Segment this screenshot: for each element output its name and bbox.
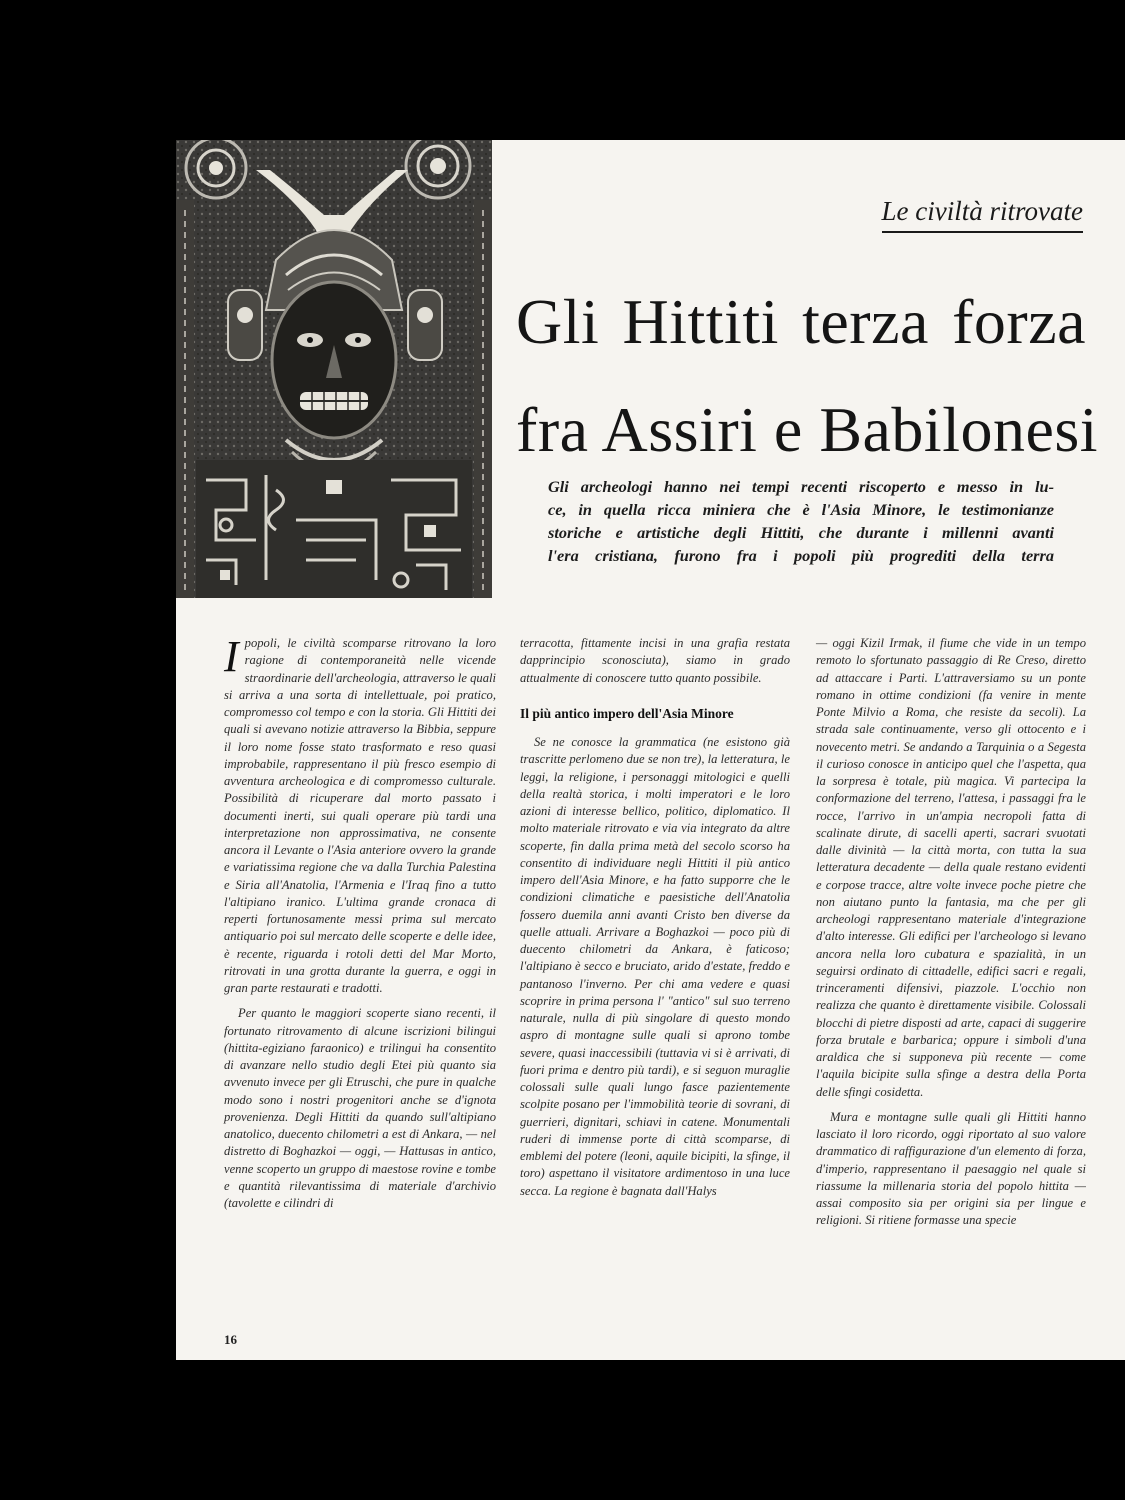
- headline-line-1: Gli Hittiti terza forza: [516, 286, 1086, 357]
- hittite-relief-photo: [176, 140, 492, 598]
- article-column-1: [224, 632, 496, 1220]
- magazine-page: [176, 140, 1125, 1360]
- section-label: Le civiltà ritrovate: [882, 196, 1083, 233]
- lead-line-2: ce, in quella ricca miniera che è l'Asia Minore, le testimonianze: [548, 500, 1054, 519]
- column3-paragraph-1: — oggi Kizil Irmak, il fiume che vide in un tempo remoto lo sfortunato passaggio di Re Creso, diretto ad attaccare i Parti. L'attraversiamo su un ponte romano in ottime condizioni (fa venire in mente Ponte Milvio a Roma, che resiste da secoli). La strada sale continuamente, verso gli ottocento e i novecento metri. Se andando a Tarquinia o a Segesta il curioso conosce in anticipo quel che l'aspetta, qua la sorpresa è totale, più magica. Vi partecipa la conformazione del terreno, l'attesa, i passaggi fra le rocce, l'arrivo in un'ampia necropoli fatta di scalinate dirute, di sacelli aperti, sacrari svuotati dalle divinità — la città morta, con tutta la sua letteratura decadente — della quale restano evidenti e corpose tracce, altre volte invece poche pietre che non aiutano punto la fantasia, ma che per gli archeologi rappresentano materiale d'integrazione d'alto interesse. Gli edifici per l'archeologo si levano ancora nella loro cubatura e spazialità, in un seguirsi ordinato di cittadelle, edifici sacri e regali, trinceramenti difensivi, piazzole. L'occhio non realizza che quanto è direttamente visibile. Colossali blocchi di pietre disposti ad arte, capaci di suggerire forza brutale e barbarica; oppure i simboli d'una araldica che si supponeva più recente — come l'aquila bicipite sulla sfinge a destra della Porta delle sfingi cosidetta.: [816, 636, 1086, 1099]
- column1-paragraph-1: [224, 632, 496, 997]
- page-number: 16: [224, 1332, 237, 1347]
- column2-paragraph-1: terracotta, fittamente incisi in una grafia restata dapprincipio sconosciuta), siamo in grado attualmente di conoscere tutto quanto possibile.: [520, 636, 790, 685]
- headline: [516, 268, 1099, 484]
- article-subheading: Il più antico impero dell'Asia Minore: [520, 705, 734, 721]
- relief-image-icon: [176, 140, 492, 598]
- drop-cap: I: [224, 632, 239, 681]
- lead-line-1: Gli archeologi hanno nei tempi recenti riscoperto e messo in lu-: [548, 477, 1054, 496]
- article-column-3: [816, 635, 1086, 1238]
- lead-line-4: l'era cristiana, furono fra i popoli più progrediti della terra: [548, 546, 1054, 565]
- column3-paragraph-2: Mura e montagne sulle quali gli Hittiti hanno lasciato il loro ricordo, oggi riportato al suo valore drammatico di raffigurazione d'un elemento di forza, d'imperio, rappresentano il paesaggio nel quale si riassume la millenaria storia del popolo hittita — assai composito sia per origini sia per lingue e religioni. Si ritiene formasse una specie: [816, 1109, 1086, 1228]
- column1-paragraph-2: Per quanto le maggiori scoperte siano recenti, il fortunato ritrovamento di alcune iscrizioni bilingui (hittita-egiziano faraonico) e trilingui ha consentito di avanzare nello studio degli Etei più quanto sia avvenuto invece per gli Etruschi, che pure in qualche modo sono i nostri progenitori anche se d'ignota provenienza. Degli Hittiti da quando sull'altipiano anatolico, duecento chilometri a est di Ankara, — nel distretto di Boghazkoi — oggi, — Hattusas in antico, venne scoperto un gruppo di maestose rovine e tombe e quantità rilevantissima di materiale d'archivio (tavolette e cilindri di: [224, 1006, 496, 1210]
- column1-paragraph-1-text: popoli, le civiltà scomparse ritrovano la loro ragione di contemporaneità nelle vicende straordinarie dell'archeologia, attraverso le quali si arriva a una sorta di intellettuale, poi pratico, compromesso col tempo e con la storia. Gli Hittiti dei quali si avevano notizie attraverso la Bibbia, seppure il loro nome fosse stato trasformato e reso quasi improbabile, rappresentano il più fresco esempio di avventura archeologica e di compromesso culturale. Possibilità di ricuperare dal morto passato i documenti inerti, sui quali operare più tardi una interpretazione non approssimativa, ne consente ancora il Levante o l'Asia anteriore ovvero la grande e variatissima regione che va dalla Turchia Palestina e Siria all'Anatolia, l'Armenia e l'Iraq fino a tutto l'altipiano iranico. L'ultima grande cronaca di reperti fortunosamente messi prima sul mercato antiquario poi sul mercato delle scoperte e delle idee, è recente, riguarda i rotoli detti del Mar Morto, ritrovati in una grotta durante la guerra, e oggi in gran parte restaurati e tradotti.: [224, 636, 496, 995]
- column2-paragraph-2: Se ne conosce la grammatica (ne esistono già trascritte perlomeno due se non tre), la letteratura, le leggi, la religione, i personaggi mitologici e quelli della realtà storica, i molti imperatori e le loro azioni di interesse bellico, politico, diplomatico. Il molto materiale ritrovato e via via integrato da altre scoperte, fin dalla prima metà del secolo scorso ha consentito di individuare negli Hittiti il più antico impero dell'Asia Minore, e ha fatto supporre che le condizioni climatiche e paesistiche dell'Anatolia fossero duemila anni avanti Cristo ben diverse da quelle attuali. Arrivare a Boghazkoi — poco più di duecento chilometri da Ankara, è faticoso; l'altipiano è secco e bruciato, arido d'estate, freddo e pantanoso l'inverno. Per chi ama vedere e quasi scoprire in prima persona l' "antico" sul suo terreno naturale, nulla di più singolare di questo mondo aspro di montagne sulle quali si aprono tombe severe, quasi inaccessibili (tuttavia vi si è arrivati, di fuori prima e dentro più tardi), e si seguon muraglie colossali sulle quali lungo fasce pazientemente scolpite posano per l'immobilità teorie di sovrani, di guerrieri, dignitari, schiavi in catene. Monumentali ruderi di immense porte di città scomparse, di emblemi del potere (leoni, aquile bicipiti, la sfinge, il toro) aspettano il visitatore ardimentoso in una luce secca. La regione è bagnata dall'Halys: [520, 735, 790, 1198]
- article-column-2: [520, 635, 790, 1208]
- headline-line-2: fra Assiri e Babilonesi: [516, 394, 1099, 465]
- lead-line-3: storiche e artistiche degli Hittiti, che durante i millenni avanti: [548, 523, 1054, 542]
- lead-paragraph: [548, 475, 1054, 567]
